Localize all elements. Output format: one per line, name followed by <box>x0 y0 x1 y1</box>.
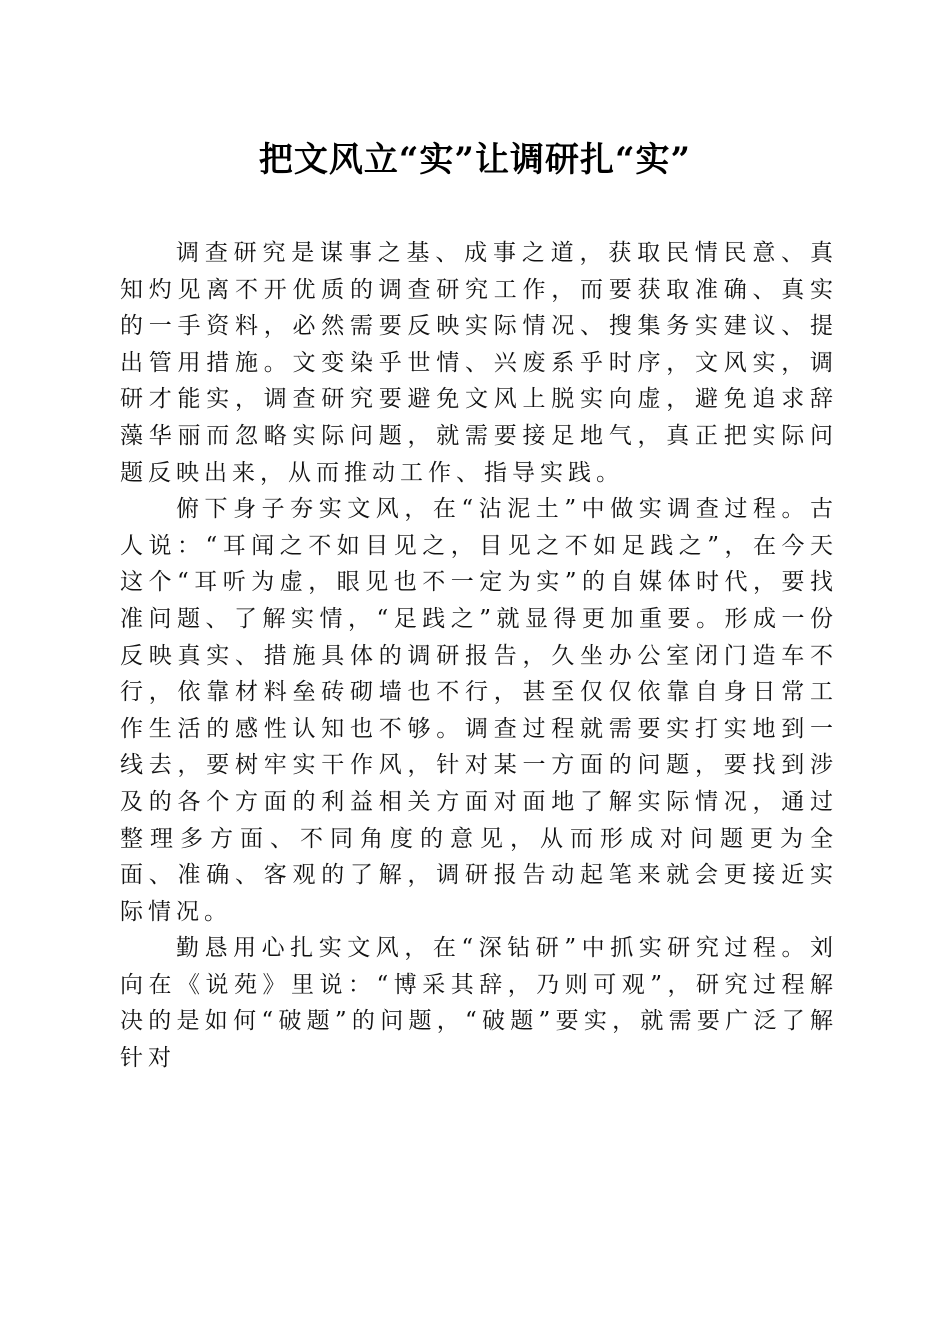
paragraph-3: 勤恳用心扎实文风，在“深钻研”中抓实研究过程。刘向在《说苑》里说：“博采其辞，乃则可观”，研究过程解决的是如何“破题”的问题，“破题”要实，就需要广泛了解针对 <box>120 935 838 1072</box>
paragraph-1: 调查研究是谋事之基、成事之道，获取民情民意、真知灼见离不开优质的调查研究工作，而要获取准确、真实的一手资料，必然需要反映实际情况、搜集务实建议、提出管用措施。文变染乎世情、兴废系乎时序，文风实，调研才能实，调查研究要避免文风上脱实向虚，避免追求辞藻华丽而忽略实际问题，就需要接足地气，真正把实际问题反映出来，从而推动工作、指导实践。 <box>120 240 838 486</box>
paragraph-2: 俯下身子夯实文风，在“沾泥土”中做实调查过程。古人说：“耳闻之不如目见之，目见之不如足践之”，在今天这个“耳听为虚，眼见也不一定为实”的自媒体时代，要找准问题、了解实情，“足践之”就显得更加重要。形成一份反映真实、措施具体的调研报告，久坐办公室闭门造车不行，依靠材料垒砖砌墙也不行，甚至仅仅依靠自身日常工作生活的感性认知也不够。调查过程就需要实打实地到一线去，要树牢实干作风，针对某一方面的问题，要找到涉及的各个方面的利益相关方面对面地了解实际情况，通过整理多方面、不同角度的意见，从而形成对问题更为全面、准确、客观的了解，调研报告动起笔来就会更接近实际情况。 <box>120 496 838 925</box>
document-title: 把文风立“实”让调研扎“实” <box>258 140 692 180</box>
document-body <box>120 235 838 1077</box>
